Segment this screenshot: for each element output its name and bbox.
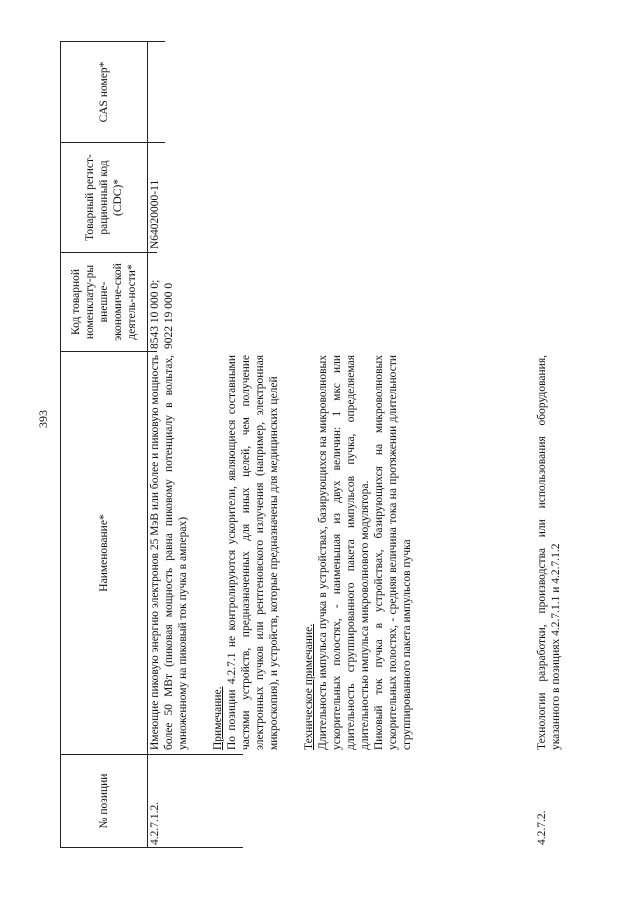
tech-note-paragraph: Длительность импульса пучка в устройствах, базирующихся на микроволновых ускорительных полостях, - наименьшая из двух величин: 1 мкс или длительность сгруппированного пакета импульсов пучка, определяемая длительностью импульса микроволнового модулятора.: [317, 355, 372, 750]
row-cdc: N64020000-11: [149, 179, 161, 249]
row-name: Технологии разработки, производства или использования оборудования, указанного в позициях 4.2.7.1.1 и 4.2.7.1.2: [536, 355, 563, 750]
header-position: № позиции: [61, 754, 147, 847]
header-name: Наименование*: [61, 351, 147, 754]
row-position: 4.2.7.2.: [536, 810, 548, 845]
note-text: По позиции 4.2.7.1 не контролируются ускорители, являющиеся составными частями устройств, предназначенных для иных целей, чем получение электронных пучков или рентгеновского излучения (например, электронная микроскопия), и устройств, которые предназначены для медицинских целей: [226, 355, 281, 750]
row-position: 4.2.7.1.2.: [149, 801, 161, 845]
header-hs-code: Код товарной номенклату-ры внешне-экономиче-ской деятель-ности*: [61, 252, 147, 351]
tech-note-paragraph: Пиковый ток пучка в устройствах, базирующихся на микроволновых ускорительных полостях, - средняя величина тока на протяжении длительности сгруппированного пакета импульсов пучка: [373, 355, 414, 750]
page-number: 393: [36, 410, 50, 428]
note-title: Примечание.: [212, 686, 225, 750]
header-cas: CAS номер*: [97, 61, 110, 123]
tech-note-title: Техническое примечание.: [303, 623, 316, 750]
row-hs-code: 8543 10 000 0; 9022 19 000 0: [149, 279, 176, 349]
header-cdc: Товарный регист-рационный код (CDC)*: [61, 142, 147, 252]
row-name: Имеющие пиковую энергию электронов 25 МэВ или более и пиковую мощность более 50 МВт (пиковая мощность равна пиковому потенциалу в вольтах, умноженному на пиковый ток пучка в амперах): [149, 355, 190, 750]
